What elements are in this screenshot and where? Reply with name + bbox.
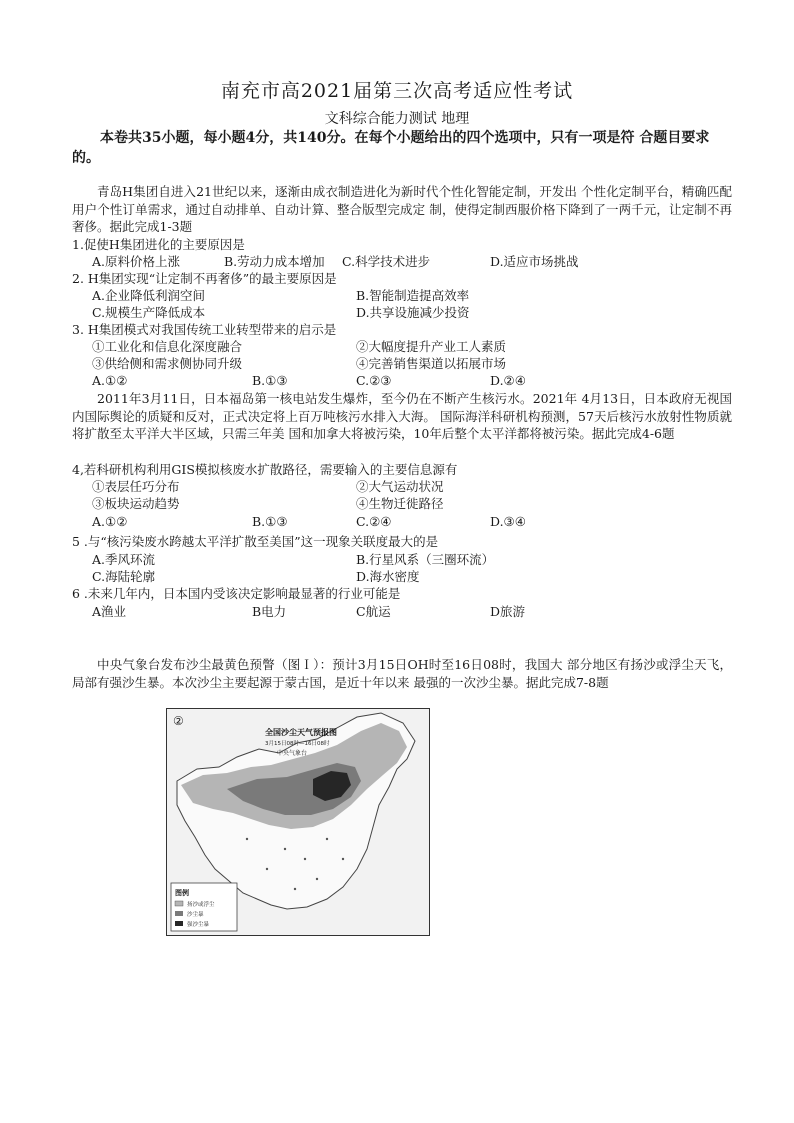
q5-option-b: B.行星风系（三圈环流）	[356, 552, 495, 567]
q4-option-a: A.①②	[92, 514, 128, 529]
legend-label-strong: 强沙尘暴	[187, 922, 210, 928]
legend-swatch-storm	[175, 911, 183, 916]
legend-swatch-strong	[175, 921, 183, 926]
question-5-stem: 5 .与“核污染废水跨越太平洋扩散至美国”这一现象关联度最大的是	[72, 534, 439, 549]
question-6-stem: 6 .未来几年内，日本国内受该决定影响最显著的行业可能是	[72, 586, 401, 601]
q4-option-b: B.①③	[252, 514, 288, 529]
q3-statement-4: ④完善销售渠道以拓展市场	[356, 356, 507, 371]
q3-statement-2: ②大幅度提升产业工人素质	[356, 339, 507, 354]
q2-option-d: D.共享设施减少投资	[356, 305, 470, 320]
q4-statement-4: ④生物迁徙路径	[356, 496, 444, 511]
q6-option-a: A渔业	[92, 604, 127, 619]
q3-statement-1: ①工业化和信息化深度融合	[92, 339, 243, 354]
q1-option-c: C.科学技术进步	[342, 254, 431, 269]
exam-title: 南充市高2021届第三次高考适应性考试	[220, 80, 574, 102]
q3-option-c: C.②③	[356, 373, 392, 388]
q5-option-d: D.海水密度	[356, 569, 420, 584]
q1-option-b: B.劳动力成本增加	[224, 254, 325, 269]
exam-subtitle: 文科综合能力测试 地理	[324, 111, 470, 127]
legend-swatch-dust	[175, 901, 183, 906]
q6-option-c: C航运	[356, 604, 391, 619]
legend-title: 图例	[175, 889, 189, 897]
q3-option-b: B.①③	[252, 373, 288, 388]
q4-statement-3: ③板块运动趋势	[92, 496, 180, 511]
q3-option-a: A.①②	[92, 373, 128, 388]
q1-option-a: A.原料价格上涨	[92, 254, 181, 269]
q1-option-d: D.适应市场挑战	[490, 254, 579, 269]
q4-option-c: C.②④	[356, 514, 392, 529]
question-4-stem: 4,若科研机构利用GIS模拟核废水扩散路径，需要输入的主要信息源有	[72, 462, 458, 477]
legend-label-dust: 扬沙或浮尘	[187, 902, 215, 908]
q5-option-c: C.海陆轮廓	[92, 569, 156, 584]
q4-statement-2: ②大气运动状况	[356, 479, 444, 494]
map-agency: 中央气象台	[277, 750, 308, 757]
map-title: 全国沙尘天气预报图	[265, 728, 337, 737]
q2-option-a: A.企业降低利润空间	[92, 288, 206, 303]
q3-statement-3: ③供给侧和需求侧协同升级	[92, 356, 243, 371]
legend-label-storm: 沙尘暴	[187, 912, 204, 918]
q6-option-b: B电力	[252, 604, 287, 619]
dust-forecast-map-graphic	[167, 709, 429, 935]
q6-option-d: D旅游	[490, 604, 526, 619]
q2-option-b: B.智能制造提高效率	[356, 288, 470, 303]
q2-option-c: C.规模生产降低成本	[92, 305, 206, 320]
map-time: 3月15日08时—16日08时	[265, 741, 330, 747]
q5-option-a: A.季风环流	[92, 552, 156, 567]
passage-1: 青岛H集团自进入21世纪以来，逐渐由成衣制造进化为新时代个性化智能定制，开发出 个性化定制平台，精确匹配用户个性订单需求，通过自动排单、自动计算、整合版型完成定 制，使得定制西服价格下降到了一两千元，让定制不再奢侈。据此完成1-3题	[72, 184, 732, 234]
passage-2: 2011年3月11日，日本福岛第一核电站发生爆炸，至今仍在不断产生核污水。2021年 4月13日，日本政府无视国内国际舆论的质疑和反对，正式决定将上百万吨核污水排入大海。 国际海洋科研机构预测，57天后核污水放射性物质就将扩散至太平洋大半区域，只需三年美 国和加拿大将被污染，10年后整个太平洋都将被污染。据此完成4-6题	[72, 391, 732, 441]
dust-forecast-map	[166, 708, 430, 936]
map-number: ②	[173, 714, 184, 728]
exam-instruction: 本卷共35小题，每小题4分，共140分。在每个小题给出的四个选项中，只有一项是符 合题目要求的。	[72, 130, 710, 166]
q4-statement-1: ①表层任巧分布	[92, 479, 180, 494]
question-3-stem: 3. H集团模式对我国传统工业转型带来的启示是	[72, 322, 337, 337]
question-2-stem: 2. H集团实现“让定制不再奢侈”的最主要原因是	[72, 271, 337, 286]
q4-option-d: D.③④	[490, 514, 526, 529]
q3-option-d: D.②④	[490, 373, 526, 388]
passage-3: 中央气象台发布沙尘最黄色预瞥（图Ｉ）：预计3月15日OH时至16日08时，我国大 部分地区有扬沙或浮尘天飞，局部有强沙生暴。本次沙尘主要起源于蒙古国，是近十年以来 最强的一次沙尘暴。据此完成7-8题	[72, 657, 732, 690]
question-1-stem: 1.促使H集团进化的主要原因是	[72, 237, 245, 252]
